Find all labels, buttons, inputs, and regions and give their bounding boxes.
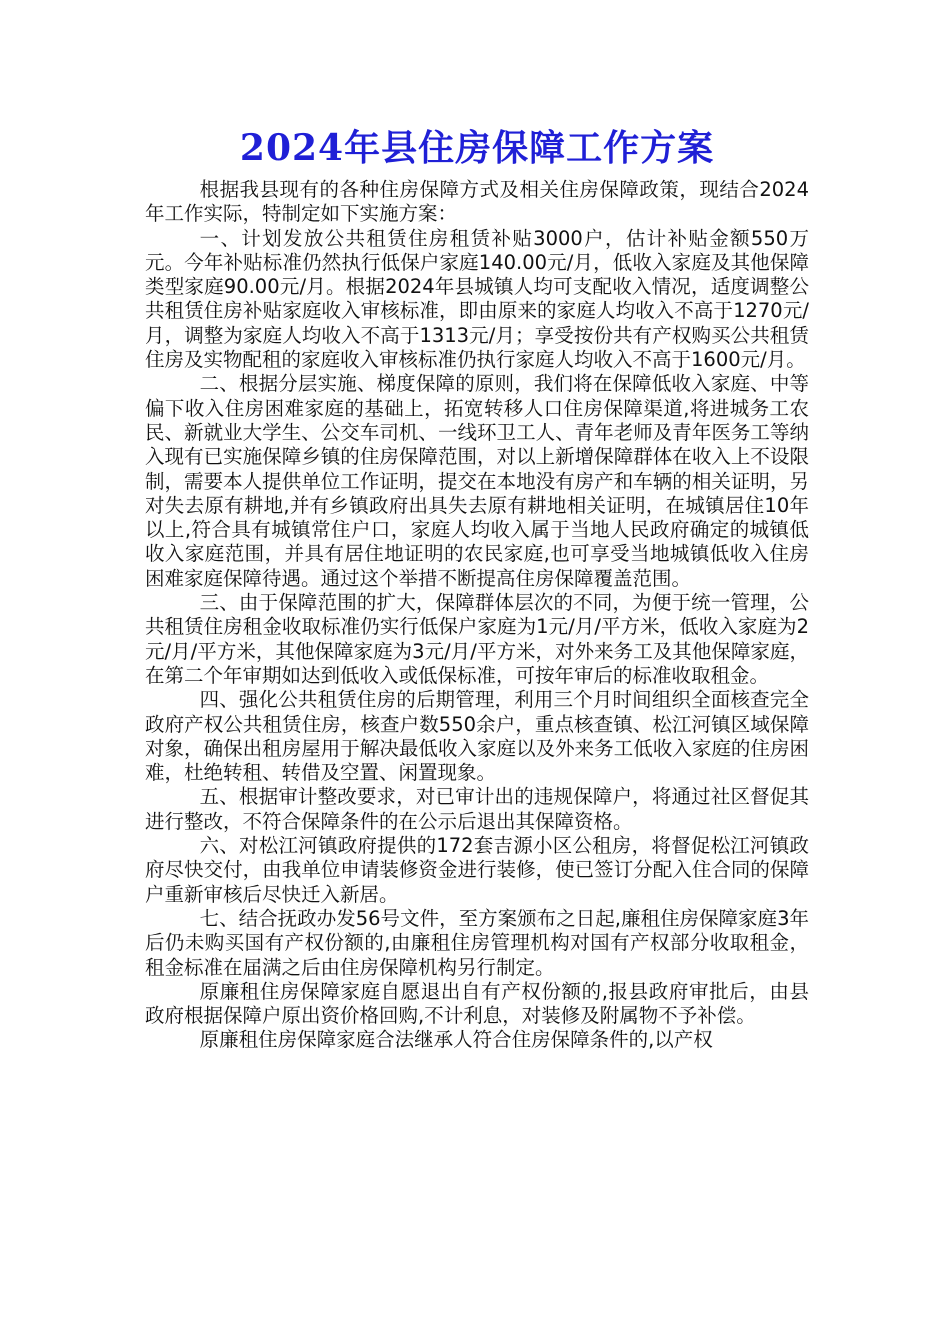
section-two-paragraph: 二、根据分层实施、梯度保障的原则，我们将在保障低收入家庭、中等偏下收入住房困难家庭的基础上，拓宽转移人口住房保障渠道,将进城务工农民、新就业大学生、公交车司机、一线环卫工人、青年老师及青年医务工等纳入现有已实施保障乡镇的住房保障范围，对以上新增保障群体在收入上不设限制，需要本人提供单位工作证明，提交在本地没有房产和车辆的相关证明，另对失去原有耕地,并有乡镇政府出具失去原有耕地相关证明，在城镇居住10年以上,符合具有城镇常住户口，家庭人均收入属于当地人民政府确定的城镇低收入家庭范围，并具有居住地证明的农民家庭,也可享受当地城镇低收入住房困难家庭保障待遇。通过这个举措不断提高住房保障覆盖范围。 bbox=[145, 372, 809, 590]
document-title: 2024年县住房保障工作方案 bbox=[239, 127, 715, 169]
section-four-paragraph: 四、强化公共租赁住房的后期管理，利用三个月时间组织全面核查完全政府产权公共租赁住房，核查户数550余户，重点核查镇、松江河镇区域保障对象，确保出租房屋用于解决最低收入家庭以及外来务工低收入家庭的住房困难，杜绝转租、转借及空置、闲置现象。 bbox=[145, 688, 809, 785]
intro-paragraph: 根据我县现有的各种住房保障方式及相关住房保障政策，现结合2024年工作实际，特制定如下实施方案： bbox=[145, 178, 809, 226]
inheritance-paragraph: 原廉租住房保障家庭合法继承人符合住房保障条件的,以产权 bbox=[199, 1028, 713, 1052]
document-body bbox=[145, 122, 809, 1053]
section-six-paragraph: 六、对松江河镇政府提供的172套吉源小区公租房，将督促松江河镇政府尽快交付，由我单位申请装修资金进行装修，使已签订分配入住合同的保障户重新审核后尽快迁入新居。 bbox=[145, 834, 809, 906]
buyback-paragraph: 原廉租住房保障家庭自愿退出自有产权份额的,报县政府审批后，由县政府根据保障户原出资价格回购,不计利息，对装修及附属物不予补偿。 bbox=[145, 979, 809, 1028]
section-one-paragraph: 一、计划发放公共租赁住房租赁补贴3000户，估计补贴金额550万元。今年补贴标准仍然执行低保户家庭140.00元/月，低收入家庭及其他保障类型家庭90.00元/月。根据2024年县城镇人均可支配收入情况，适度调整公共租赁住房补贴家庭收入审核标准，即由原来的家庭人均收入不高于1270元/月，调整为家庭人均收入不高于1313元/月；享受按份共有产权购买公共租赁住房及实物配租的家庭收入审核标准仍执行家庭人均收入不高于1600元/月。 bbox=[145, 226, 809, 372]
section-five-paragraph: 五、根据审计整改要求，对已审计出的违规保障户，将通过社区督促其进行整改，不符合保障条件的在公示后退出其保障资格。 bbox=[145, 785, 809, 833]
section-seven-paragraph: 七、结合抚政办发56号文件，至方案颁布之日起,廉租住房保障家庭3年后仍未购买国有产权份额的,由廉租住房管理机构对国有产权部分收取租金，租金标准在届满之后由住房保障机构另行制定。 bbox=[145, 906, 809, 979]
section-three-paragraph: 三、由于保障范围的扩大，保障群体层次的不同，为便于统一管理，公共租赁住房租金收取标准仍实行低保户家庭为1元/月/平方米，低收入家庭为2元/月/平方米，其他保障家庭为3元/月/平方米，对外来务工及其他保障家庭，在第二个年审期如达到低收入或低保标准，可按年审后的标准收取租金。 bbox=[145, 591, 809, 687]
